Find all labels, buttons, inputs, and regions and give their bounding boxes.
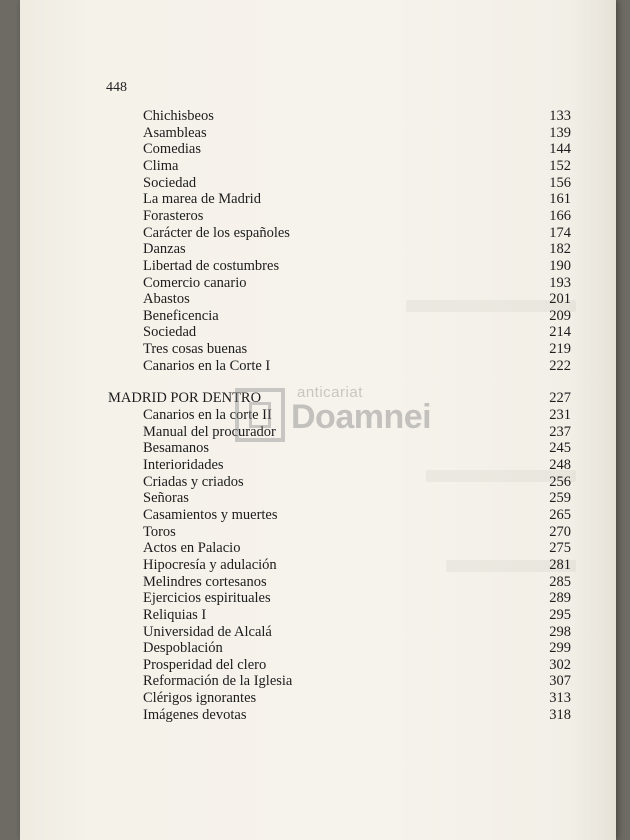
book-page [20,0,616,840]
toc-entry-page-number: 201 [549,291,571,308]
toc-entry-title: La marea de Madrid [143,191,261,208]
toc-entry-title: Reformación de la Iglesia [143,673,293,690]
toc-entry-title: Reliquias I [143,606,207,623]
toc-section-title: MADRID POR DENTRO [108,390,262,407]
toc-entry [143,175,571,192]
toc-entry-page-number: 139 [549,124,571,141]
toc-entry-title: Chichisbeos [143,108,214,124]
toc-entry [143,141,571,158]
watermark-logo [235,384,432,446]
toc-entry-page-number: 259 [549,490,571,507]
toc-entry-title: Canarios en la corte II [143,407,272,423]
toc-entry [143,291,571,308]
toc-entry-title: Ejercicios espirituales [143,590,271,607]
toc-entry [143,225,571,242]
toc-entry-page-number: 295 [549,606,571,623]
toc-entry [143,574,571,591]
toc-entry-title: Asambleas [143,124,207,141]
toc-entry-page-number: 313 [549,690,571,707]
toc-entry-title: Clérigos ignorantes [143,690,257,707]
toc-entry-page-number: 285 [549,573,571,590]
toc-entry-title: Carácter de los españoles [143,224,290,241]
toc-entry-title: Clima [143,158,179,174]
toc-entry-page-number: 275 [549,540,571,557]
toc-entry-title: Manual del procurador [143,423,276,440]
page-number: 448 [106,80,127,95]
toc-entry [143,191,571,208]
toc-entry-page-number: 299 [549,640,571,657]
toc-entry-title: Abastos [143,291,190,308]
toc-entry-title: Actos en Palacio [143,540,241,557]
toc-entry-title: Canarios en la Corte I [143,357,271,374]
toc-entry-page-number: 307 [549,673,571,690]
toc-entry [143,108,571,125]
toc-entry-page-number: 298 [549,623,571,640]
toc-entry [143,308,571,325]
toc-entry-title: Hipocresía y adulación [143,556,277,573]
toc-entry-title: Melindres cortesanos [143,573,267,590]
watermark-main-text: Doamnei [291,398,432,436]
toc-entry-page-number: 256 [549,473,571,490]
toc-entry [143,208,571,225]
toc-entry-title: Sociedad [143,174,197,191]
toc-entry-title: Comercio canario [143,274,247,291]
toc-entry [143,341,571,358]
toc-entry [143,640,571,657]
toc-entry [143,258,571,275]
toc-entry-page-number: 227 [549,390,571,407]
toc-entry [143,275,571,292]
toc-entry-title: Imágenes devotas [143,706,247,723]
toc-entry-page-number: 248 [549,457,571,473]
toc-entry-page-number: 144 [549,141,571,158]
toc-entry-page-number: 152 [549,158,571,174]
toc-entry-page-number: 318 [549,706,571,723]
watermark-frame-icon [235,388,285,442]
toc-entry-title: Interioridades [143,457,224,473]
toc-entry-page-number: 222 [549,357,571,374]
toc-entry-page-number: 281 [549,556,571,573]
toc-entry-title: Toros [143,523,176,540]
toc-entry-page-number: 302 [549,656,571,673]
toc-entry [143,557,571,574]
toc-entry-title: Despoblación [143,640,223,657]
toc-entry-page-number: 270 [549,523,571,540]
toc-entry-title: Besamanos [143,440,210,457]
toc-entry-title: Forasteros [143,207,204,224]
toc-entry-page-number: 190 [549,257,571,274]
toc-entry [143,673,571,690]
toc-entry-title: Señoras [143,490,189,507]
toc-entry-page-number: 193 [549,274,571,291]
toc-entry-page-number: 231 [549,407,571,423]
toc-entry [143,457,571,474]
toc-entry-page-number: 174 [549,224,571,241]
toc-entry [143,474,571,491]
toc-entry-page-number: 245 [549,440,571,457]
toc-entry-title: Prosperidad del clero [143,656,267,673]
toc-entry-title: Beneficencia [143,307,219,324]
toc-entry [143,624,571,641]
toc-entry [143,657,571,674]
toc-entry-title: Danzas [143,241,186,258]
toc-entry [143,690,571,707]
toc-entry [143,490,571,507]
toc-entry-title: Comedias [143,141,201,158]
toc-entry [143,125,571,142]
toc-entry-title: Sociedad [143,324,197,341]
toc-entry-page-number: 209 [549,307,571,324]
toc-entry [143,158,571,175]
toc-entry-page-number: 265 [549,506,571,523]
toc-entry-page-number: 161 [549,191,571,208]
toc-entry-title: Tres cosas buenas [143,341,248,358]
toc-entry-title: Libertad de costumbres [143,257,280,274]
toc-entry-page-number: 182 [549,241,571,258]
toc-entry-title: Casamientos y muertes [143,506,278,523]
toc-entry-page-number: 214 [549,324,571,341]
toc-entry [143,358,571,375]
toc-entry [143,524,571,541]
toc-entry-title: Universidad de Alcalá [143,623,272,640]
toc-entry-page-number: 219 [549,341,571,358]
toc-entry [143,324,571,341]
toc-entry-page-number: 289 [549,590,571,607]
toc-entry [143,707,571,724]
toc-entry [143,540,571,557]
toc-entry [143,241,571,258]
watermark-top-text: anticariat [297,384,363,401]
toc-entry [143,590,571,607]
toc-entry [143,507,571,524]
toc-entry-title: Criadas y criados [143,473,244,490]
toc-entry-page-number: 166 [549,207,571,224]
toc-entry-page-number: 156 [549,174,571,191]
toc-entry-page-number: 237 [549,423,571,440]
toc-entry-page-number: 133 [549,108,571,124]
watermark-book-icon [249,402,271,428]
toc-entry [143,607,571,624]
